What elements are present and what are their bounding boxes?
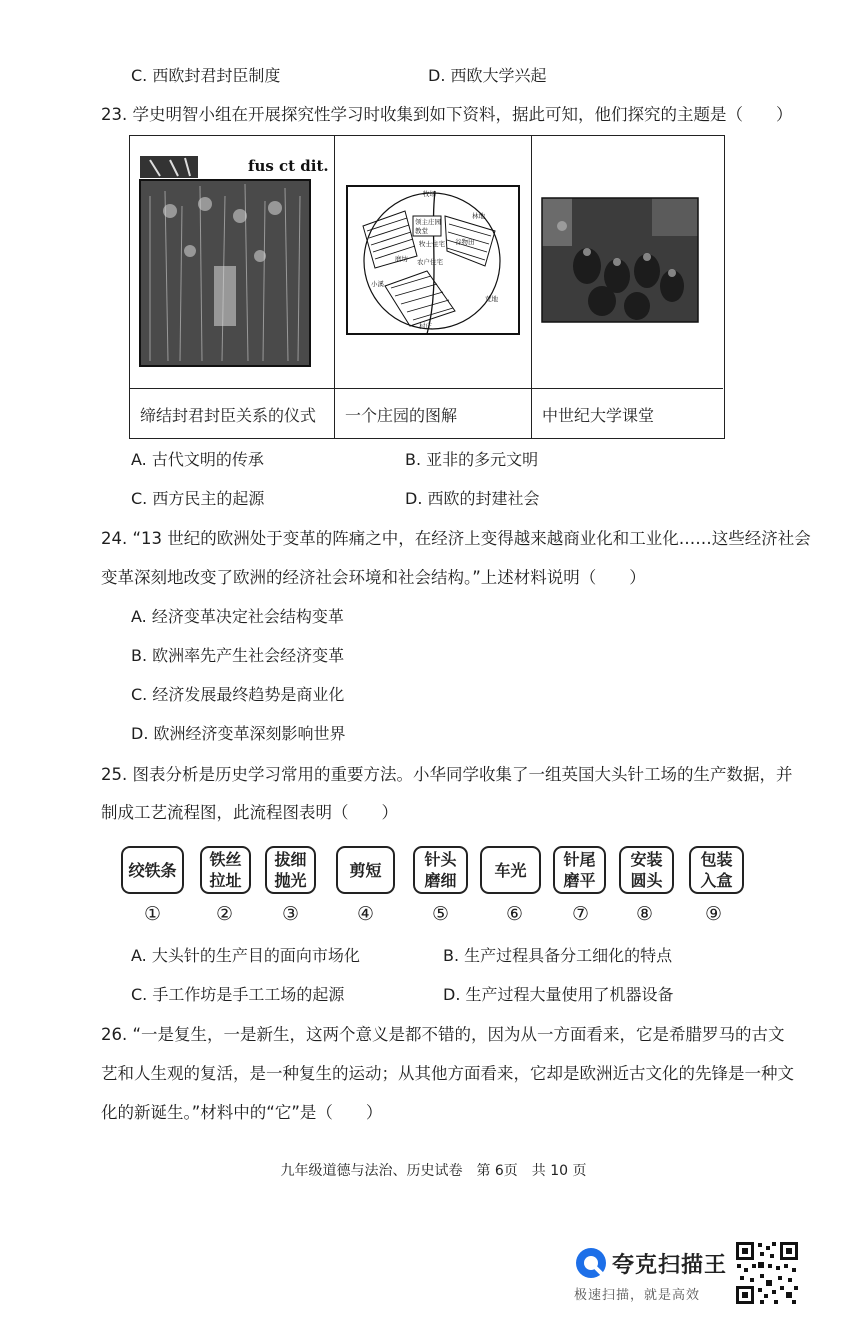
flow-num-8: ⑧: [636, 903, 654, 925]
flow-step-2-line2: 拉址: [209, 871, 242, 890]
q23-caption-classroom: 中世纪大学课堂: [542, 406, 655, 425]
map-label-priest-house: 牧士住宅: [419, 240, 445, 248]
flow-num-3: ③: [282, 903, 300, 925]
university-classroom-image: [532, 136, 723, 386]
q23-caption-cell-1: [130, 388, 335, 438]
map-label-grain-field: 谷物田: [455, 238, 475, 246]
page-footer: 九年级道德与法治、历史试卷 第 6页 共 10 页: [280, 1163, 587, 1179]
flow-step-3-line1: 拔细: [274, 850, 307, 869]
flow-step-9: [689, 846, 744, 894]
flow-num-5: ⑤: [432, 903, 450, 925]
q23-caption-cell-3: [532, 388, 723, 438]
flow-num-6: ⑥: [506, 903, 524, 925]
q25-option-c[interactable]: C. 手工作坊是手工工场的起源: [131, 985, 345, 1004]
map-label-stream: 小溪: [371, 280, 384, 288]
flow-step-2: [200, 846, 251, 894]
map-label-church: 教堂: [415, 227, 428, 235]
q23-image-manor-cell: [335, 136, 532, 388]
option-c-prev: C. 西欧封君封臣制度: [131, 66, 281, 85]
flow-step-7-line1: 针尾: [563, 850, 596, 869]
option-d-prev: D. 西欧大学兴起: [428, 66, 547, 85]
q23-image-classroom-cell: [532, 136, 723, 388]
q24-option-c[interactable]: C. 经济发展最终趋势是商业化: [131, 685, 345, 704]
flow-num-1: ①: [144, 903, 162, 925]
scanner-watermark: [572, 1240, 862, 1310]
flow-step-8: [619, 846, 674, 894]
q24-option-d[interactable]: D. 欧洲经济变革深刻影响世界: [131, 724, 346, 743]
q24-option-b[interactable]: B. 欧洲率先产生社会经济变革: [131, 646, 345, 665]
manor-diagram-image: [335, 136, 530, 386]
map-label-peasant-houses: 农户住宅: [417, 258, 443, 266]
map-label-woodland: 林地: [472, 212, 485, 220]
flow-num-9: ⑨: [705, 903, 723, 925]
flow-num-4: ④: [357, 903, 375, 925]
scanner-logo-icon: [574, 1246, 608, 1280]
flow-step-9-line1: 包装: [700, 850, 733, 869]
q26-stem-line2: 艺和人生观的复活，是一种复生的运动；从其他方面看来，它却是欧洲近古文化的先锋是一种文: [101, 1064, 794, 1083]
flow-step-6: [480, 846, 541, 894]
q23-option-b[interactable]: B. 亚非的多元文明: [405, 450, 539, 469]
q26-stem-line3: 化的新诞生。”材料中的“它”是（ ）: [101, 1103, 383, 1122]
q23-option-a[interactable]: A. 古代文明的传承: [131, 450, 264, 469]
flow-step-3-line2: 抛光: [274, 871, 307, 890]
flow-step-5: [413, 846, 468, 894]
flow-step-8-line1: 安装: [630, 850, 663, 869]
flow-step-8-line2: 圆头: [630, 871, 663, 890]
q25-stem-line2: 制成工艺流程图，此流程图表明（ ）: [101, 803, 398, 822]
map-label-mill: 磨坊: [395, 255, 408, 263]
q23-caption-ceremony: 缔结封君封臣关系的仪式: [140, 406, 317, 425]
ceremony-engraving-image: [130, 136, 333, 386]
flow-step-2-line1: 铁丝: [209, 850, 242, 869]
flow-step-1: [121, 846, 184, 894]
flow-step-3: [265, 846, 316, 894]
q23-caption-cell-2: [335, 388, 532, 438]
q23-stem: 23. 学史明智小组在开展探究性学习时收集到如下资料，据此可知，他们探究的主题是（ ）: [101, 105, 793, 124]
flow-num-7: ⑦: [572, 903, 590, 925]
flow-step-5-line1: 针头: [424, 850, 457, 869]
scanner-brand: 夸克扫描王: [612, 1253, 728, 1278]
q24-option-a[interactable]: A. 经济变革决定社会结构变革: [131, 607, 344, 626]
q26-stem-line1: 26. “一是复生，一是新生，这两个意义是都不错的，因为从一方面看来，它是希腊罗马的古文: [101, 1025, 785, 1044]
map-label-wasteland: 荒地: [485, 295, 498, 303]
q25-stem-line1: 25. 图表分析是历史学习常用的重要方法。小华同学收集了一组英国大头针工场的生产数据，并: [101, 765, 793, 784]
map-label-village: 村庄: [419, 322, 432, 330]
engraving-caption-text: fus ct dit.: [248, 157, 329, 175]
q23-option-d[interactable]: D. 西欧的封建社会: [405, 489, 540, 508]
q25-option-a[interactable]: A. 大头针的生产目的面向市场化: [131, 946, 360, 965]
flow-step-4-text: 剪短: [349, 860, 382, 880]
flow-step-7: [553, 846, 606, 894]
flow-step-7-line2: 磨平: [563, 871, 596, 890]
q23-image-table: [129, 135, 725, 439]
q25-option-b[interactable]: B. 生产过程具备分工细化的特点: [443, 946, 673, 965]
qr-code-icon: [734, 1240, 800, 1306]
q25-option-d[interactable]: D. 生产过程大量使用了机器设备: [443, 985, 674, 1004]
q24-stem-line2: 变革深刻地改变了欧洲的经济社会环境和社会结构。”上述材料说明（ ）: [101, 568, 646, 587]
q23-caption-manor: 一个庄园的图解: [345, 406, 458, 425]
q23-image-ceremony-cell: [130, 136, 335, 388]
q24-stem-line1: 24. “13 世纪的欧洲处于变革的阵痛之中，在经济上变得越来越商业化和工业化……这些经济社会: [101, 529, 811, 548]
flow-num-2: ②: [216, 903, 234, 925]
flow-step-4: [336, 846, 395, 894]
scanner-slogan: 极速扫描，就是高效: [574, 1288, 701, 1303]
flow-step-6-text: 车光: [494, 860, 527, 880]
flow-step-9-line2: 入盒: [700, 871, 733, 890]
flow-step-1-text: 绞铁条: [128, 860, 177, 880]
map-label-pasture: 牧场: [423, 190, 436, 198]
flow-step-5-line2: 磨细: [424, 871, 457, 890]
map-label-lord-manor: 领主庄园: [415, 218, 441, 226]
q23-option-c[interactable]: C. 西方民主的起源: [131, 489, 265, 508]
